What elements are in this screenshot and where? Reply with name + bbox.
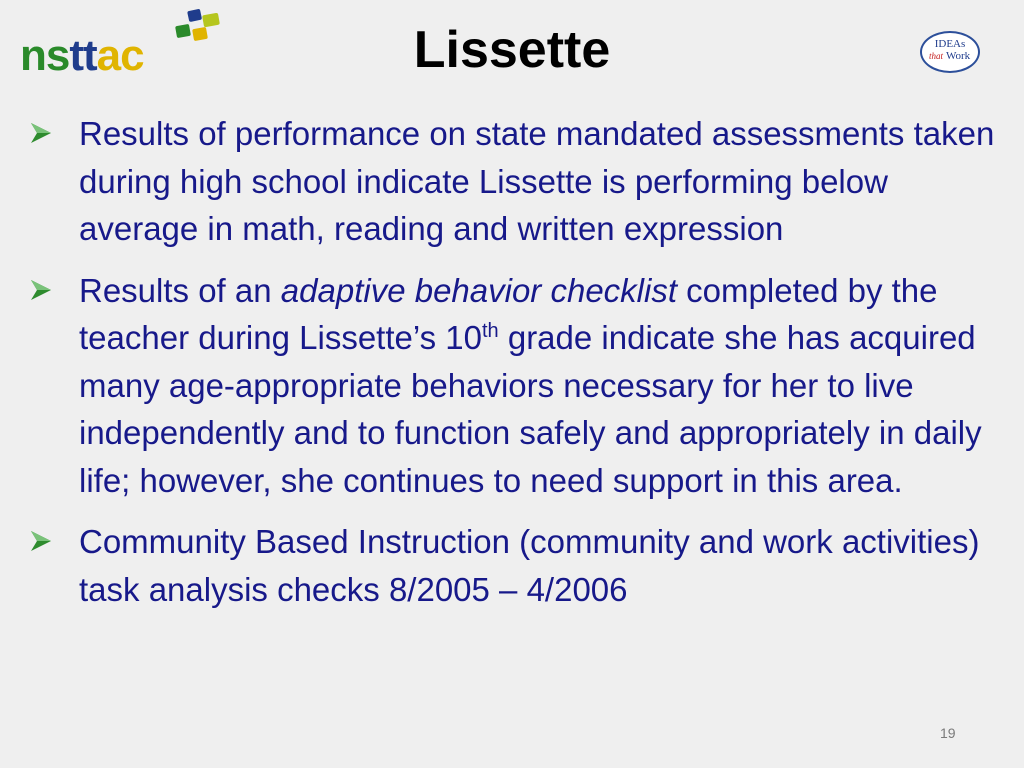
bullet-text-italic: adaptive behavior checklist <box>280 271 678 309</box>
bullet-item <box>26 518 1006 613</box>
bullet-text: Community Based Instruction (community and work activities) task analysis checks 8/2005 – 4/2006 <box>79 523 980 608</box>
logo-right-line2: that <box>929 51 944 61</box>
bullet-text: Results of performance on state mandated assessments taken during high school indicate Lissette is performing below average in math, reading and written expression <box>79 115 995 247</box>
bullet-text-sup: th <box>481 320 499 342</box>
logo-text-part2: tt <box>69 31 97 80</box>
logo-right-line3: Work <box>946 50 971 62</box>
bullet-list <box>26 110 1006 627</box>
logo-right-line1: IDEAs <box>934 38 966 50</box>
arrow-bullet-icon <box>28 528 54 554</box>
slide-title: Lissette <box>413 21 611 79</box>
logo-text-part3: ac <box>96 31 144 80</box>
bullet-text-mid: completed by the teacher during Lissette’s 10 <box>79 271 938 356</box>
bullet-item <box>26 267 1006 505</box>
page-number: 19 <box>940 725 956 741</box>
arrow-bullet-icon <box>28 120 54 146</box>
arrow-bullet-icon <box>28 277 54 303</box>
bullet-text-before: Results of an <box>79 271 281 309</box>
logo-text-part1: ns <box>20 31 70 80</box>
bullet-item <box>26 110 1006 253</box>
bullet-text-after: grade indicate she has acquired many age-appropriate behaviors necessary for her to live independently and to function safely and appropriately in daily life; however, she continues to need support in this area. <box>79 319 982 499</box>
ideas-that-work-logo <box>920 31 980 73</box>
